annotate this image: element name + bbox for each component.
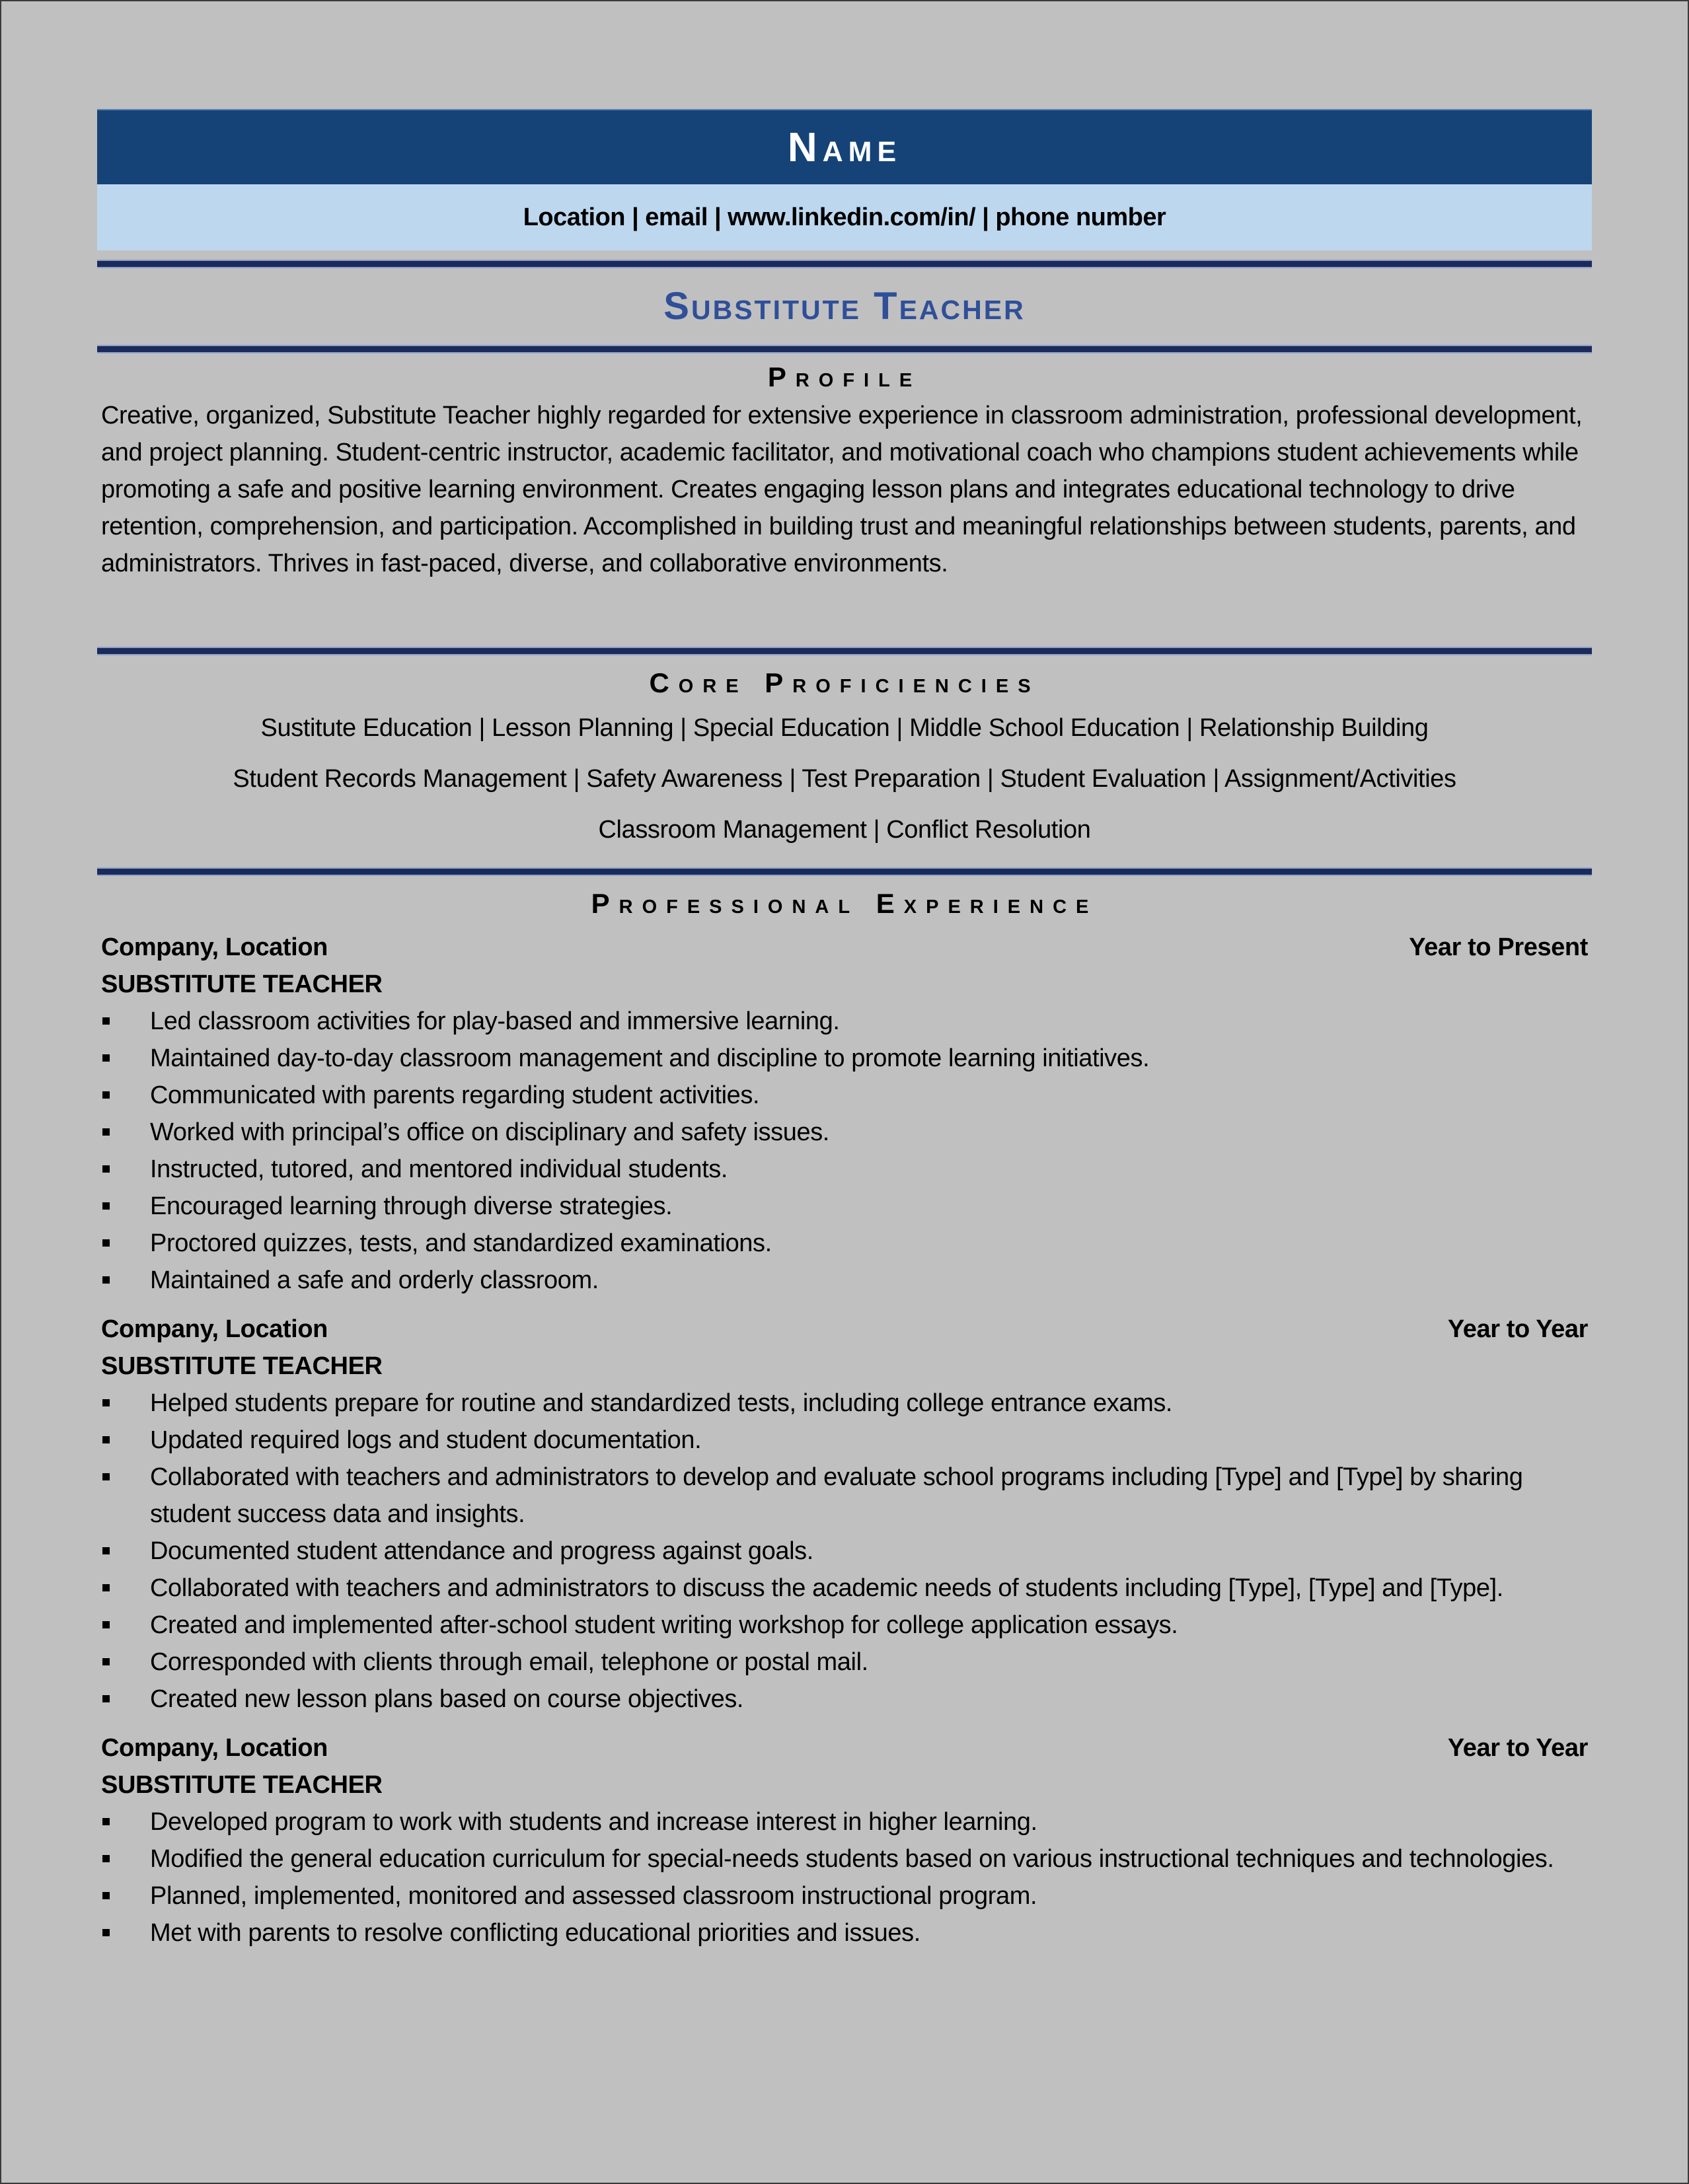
experience-section bbox=[97, 875, 1592, 1951]
square-bullet-icon bbox=[102, 1202, 110, 1210]
list-item bbox=[97, 1840, 1592, 1877]
job-dates: Year to Year bbox=[1447, 1315, 1588, 1343]
list-item bbox=[97, 1681, 1592, 1718]
square-bullet-icon bbox=[102, 1547, 110, 1554]
skills-row: Sustitute Education | Lesson Planning | Special Education | Middle School Education | Relationship Building bbox=[260, 714, 1429, 742]
square-bullet-icon bbox=[102, 1128, 110, 1136]
job-company: Company, Location bbox=[101, 933, 328, 961]
list-item bbox=[97, 1262, 1592, 1299]
bullet-text: Helped students prepare for routine and standardized tests, including college entrance exams. bbox=[150, 1389, 1173, 1417]
job-bullets bbox=[97, 1803, 1592, 1951]
core-proficiencies-section bbox=[97, 654, 1592, 855]
job-company: Company, Location bbox=[101, 1734, 328, 1762]
bullet-text: Instructed, tutored, and mentored individual students. bbox=[150, 1155, 728, 1183]
list-item bbox=[97, 1644, 1592, 1681]
bullet-text: Corresponded with clients through email, telephone or postal mail. bbox=[150, 1648, 868, 1676]
job-header bbox=[97, 1311, 1592, 1348]
list-item bbox=[97, 1114, 1592, 1151]
job-role: SUBSTITUTE TEACHER bbox=[101, 970, 383, 998]
job-role: SUBSTITUTE TEACHER bbox=[101, 1352, 383, 1380]
square-bullet-icon bbox=[102, 1239, 110, 1247]
square-bullet-icon bbox=[102, 1892, 110, 1899]
list-item bbox=[97, 1188, 1592, 1225]
job-role: SUBSTITUTE TEACHER bbox=[101, 1771, 383, 1799]
job-bullets bbox=[97, 1385, 1592, 1718]
list-item bbox=[97, 1003, 1592, 1040]
list-item bbox=[97, 1459, 1592, 1533]
profile-summary: Creative, organized, Substitute Teacher highly regarded for extensive experience in classroom administration, professional development, and project planning. Student-centric instructor, academic facilitator, and motivational coach who champions student achievements while promoting a safe and positive learning environment. Creates engaging lesson plans and integrates educational technology to drive retention, comprehension, and participation. Accomplished in building trust and meaningful relationships between students, parents, and administrators. Thrives in fast-paced, diverse, and collaborative environments. bbox=[101, 402, 1583, 577]
square-bullet-icon bbox=[102, 1695, 110, 1702]
resume-document bbox=[97, 109, 1592, 1951]
bullet-text: Planned, implemented, monitored and assessed classroom instructional program. bbox=[150, 1882, 1037, 1910]
square-bullet-icon bbox=[102, 1054, 110, 1062]
square-bullet-icon bbox=[102, 1473, 110, 1480]
job-company: Company, Location bbox=[101, 1315, 328, 1343]
job-header bbox=[97, 929, 1592, 966]
bullet-text: Collaborated with teachers and administrators to develop and evaluate school programs including [Type] and [Type] by sharing student success data and insights. bbox=[150, 1463, 1523, 1528]
bullet-text: Maintained day-to-day classroom management and discipline to promote learning initiatives. bbox=[150, 1044, 1150, 1072]
bullet-text: Proctored quizzes, tests, and standardized examinations. bbox=[150, 1229, 772, 1257]
target-job-title: Substitute Teacher bbox=[663, 285, 1026, 328]
divider-rule bbox=[97, 648, 1592, 654]
list-item bbox=[97, 1151, 1592, 1188]
square-bullet-icon bbox=[102, 1818, 110, 1825]
contact-line: Location | email | www.linkedin.com/in/ | phone number bbox=[523, 203, 1166, 231]
job-dates: Year to Present bbox=[1409, 933, 1588, 961]
job-bullets bbox=[97, 1003, 1592, 1299]
bullet-text: Met with parents to resolve conflicting educational priorities and issues. bbox=[150, 1919, 920, 1947]
section-heading-experience: Professional Experience bbox=[591, 888, 1098, 919]
list-item bbox=[97, 1877, 1592, 1914]
square-bullet-icon bbox=[102, 1399, 110, 1406]
job-dates: Year to Year bbox=[1447, 1734, 1588, 1762]
list-item bbox=[97, 1225, 1592, 1262]
bullet-text: Created and implemented after-school student writing workshop for college application essays. bbox=[150, 1611, 1178, 1639]
bullet-text: Led classroom activities for play-based and immersive learning. bbox=[150, 1007, 840, 1035]
list-item bbox=[97, 1533, 1592, 1570]
divider-rule bbox=[97, 261, 1592, 267]
square-bullet-icon bbox=[102, 1436, 110, 1443]
bullet-text: Created new lesson plans based on course objectives. bbox=[150, 1685, 744, 1713]
list-item bbox=[97, 1570, 1592, 1607]
profile-section bbox=[97, 352, 1592, 582]
square-bullet-icon bbox=[102, 1621, 110, 1628]
skills-row: Student Records Management | Safety Awareness | Test Preparation | Student Evaluation | Assignment/Activities bbox=[233, 765, 1456, 793]
job-entry bbox=[97, 1311, 1592, 1718]
list-item bbox=[97, 1422, 1592, 1459]
bullet-text: Collaborated with teachers and administrators to discuss the academic needs of students including [Type], [Type] and [Type]. bbox=[150, 1574, 1503, 1602]
square-bullet-icon bbox=[102, 1165, 110, 1173]
list-item bbox=[97, 1914, 1592, 1951]
bullet-text: Encouraged learning through diverse strategies. bbox=[150, 1192, 673, 1220]
bullet-text: Updated required logs and student documentation. bbox=[150, 1426, 702, 1454]
divider-rule bbox=[97, 869, 1592, 875]
job-entry bbox=[97, 929, 1592, 1299]
skills-row: Classroom Management | Conflict Resolution bbox=[598, 816, 1091, 844]
square-bullet-icon bbox=[102, 1658, 110, 1665]
list-item bbox=[97, 1040, 1592, 1077]
list-item bbox=[97, 1803, 1592, 1840]
list-item bbox=[97, 1077, 1592, 1114]
bullet-text: Worked with principal’s office on disciplinary and safety issues. bbox=[150, 1118, 829, 1146]
list-item bbox=[97, 1385, 1592, 1422]
square-bullet-icon bbox=[102, 1929, 110, 1936]
section-heading-profile: Profile bbox=[767, 361, 922, 392]
name-banner bbox=[97, 109, 1592, 184]
bullet-text: Documented student attendance and progress against goals. bbox=[150, 1537, 813, 1565]
section-heading-core-proficiencies: Core Proficiencies bbox=[649, 667, 1040, 698]
square-bullet-icon bbox=[102, 1091, 110, 1099]
square-bullet-icon bbox=[102, 1017, 110, 1025]
bullet-text: Developed program to work with students and increase interest in higher learning. bbox=[150, 1808, 1037, 1836]
bullet-text: Communicated with parents regarding student activities. bbox=[150, 1081, 760, 1109]
job-header bbox=[97, 1729, 1592, 1766]
skills-list bbox=[97, 703, 1592, 855]
square-bullet-icon bbox=[102, 1855, 110, 1862]
square-bullet-icon bbox=[102, 1584, 110, 1591]
list-item bbox=[97, 1607, 1592, 1644]
job-entry bbox=[97, 1729, 1592, 1951]
candidate-name: Name bbox=[787, 124, 902, 170]
bullet-text: Maintained a safe and orderly classroom. bbox=[150, 1266, 599, 1294]
square-bullet-icon bbox=[102, 1276, 110, 1284]
bullet-text: Modified the general education curriculum for special-needs students based on various instructional techniques and technologies. bbox=[150, 1845, 1554, 1873]
divider-rule bbox=[97, 346, 1592, 352]
contact-banner bbox=[97, 184, 1592, 250]
